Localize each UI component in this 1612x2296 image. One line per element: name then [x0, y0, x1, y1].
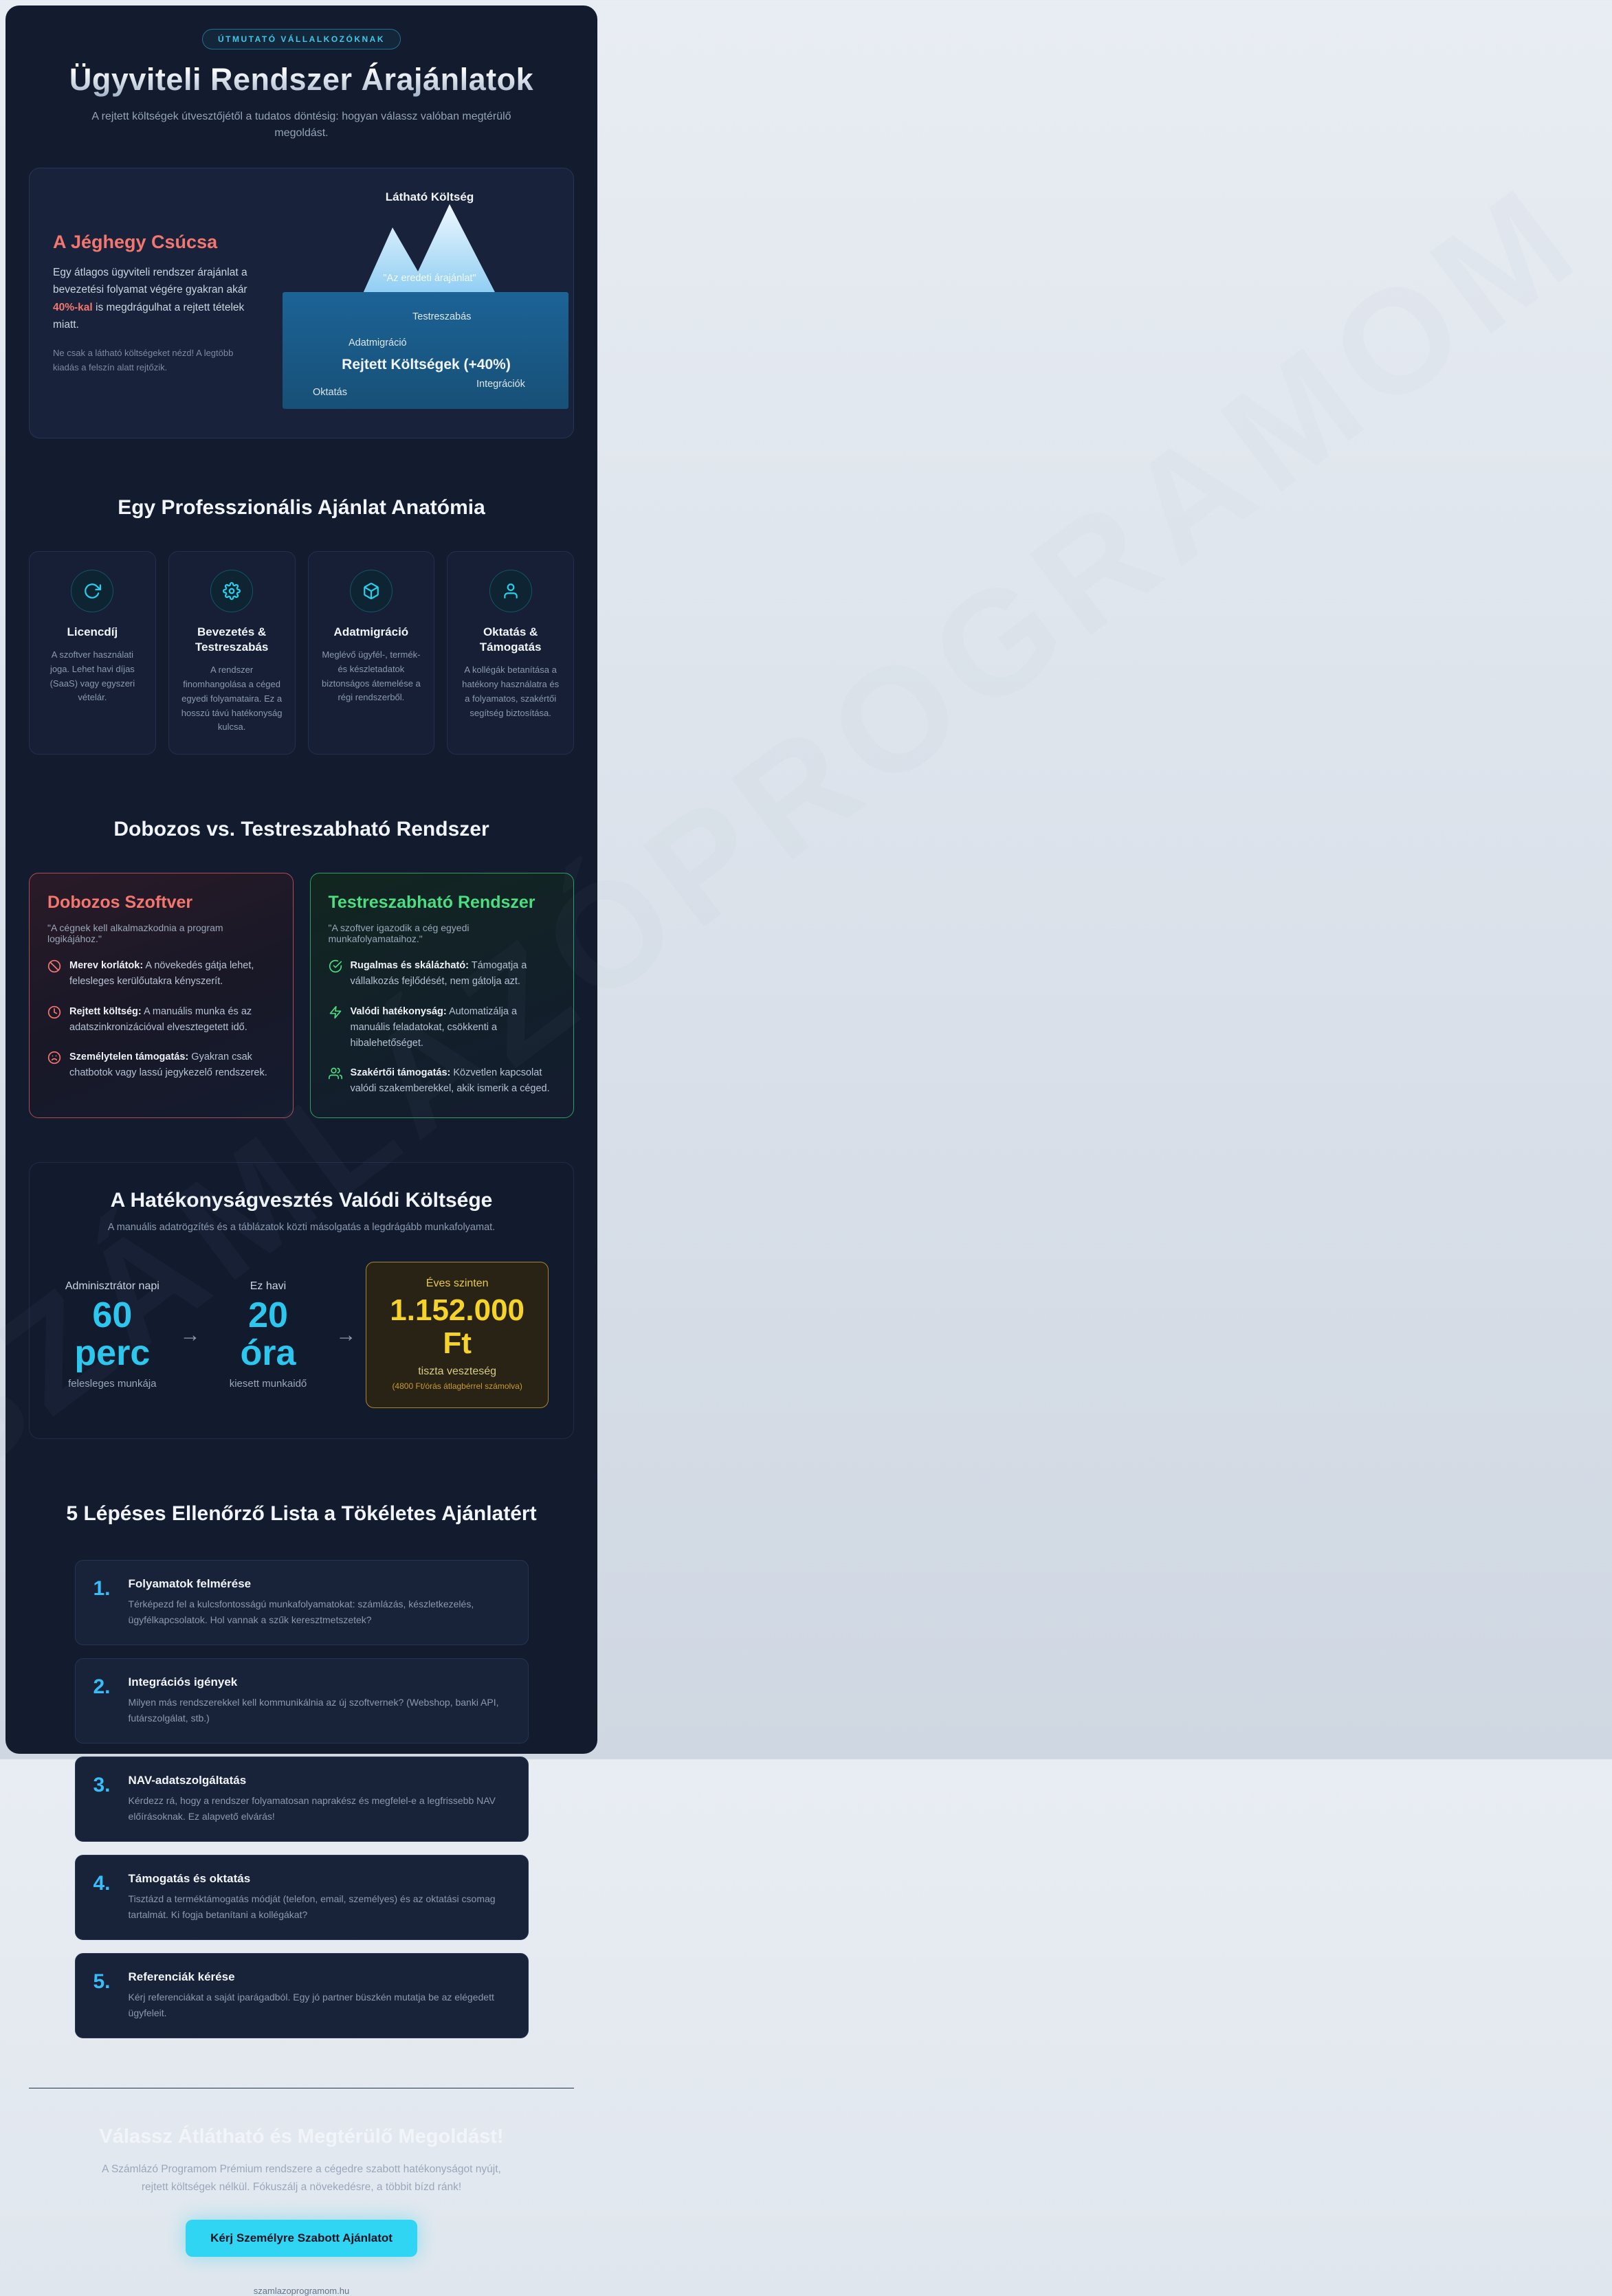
site-link[interactable]: szamlazoprogramom.hu: [253, 2285, 350, 2296]
license-refresh-icon: [71, 570, 113, 612]
arrow-right-icon: →: [335, 1323, 357, 1346]
infographic-panel: [5, 5, 597, 2296]
iceberg-text-column: [53, 232, 254, 375]
custom-system-title: Testreszabható Rendszer: [328, 893, 536, 913]
checklist-title: Folyamatok felmérése: [128, 1576, 252, 1590]
checklist-content: [129, 1970, 510, 2021]
anatomy-card-license: [29, 551, 156, 755]
users-icon: [329, 1067, 342, 1084]
checklist-item-1: [75, 1560, 529, 1645]
item-label: Rugalmas és skálázható:: [350, 960, 469, 972]
checklist-number: 5.: [93, 1970, 111, 1994]
anatomy-heading: Egy Professzionális Ajánlat Anatómia: [118, 496, 485, 519]
checklist-item-4: [75, 1855, 529, 1940]
stat-label-bottom: kiesett munkaidő: [229, 1377, 307, 1390]
stat-monthly: [210, 1280, 327, 1389]
checklist-content: [129, 1872, 510, 1923]
anatomy-card-title: Adatmigráció: [333, 625, 409, 638]
request-quote-button[interactable]: Kérj Személyre Szabott Ajánlatot: [186, 2220, 417, 2257]
anatomy-card-desc: A kollégák betanítása a hatékony használatra és a folyamatos, szakértői segítség biztosítása.: [462, 665, 560, 718]
anatomy-card-title: Bevezetés & Testreszabás: [195, 625, 269, 654]
stat-label-bottom: felesleges munkája: [68, 1377, 157, 1390]
check-circle-icon: [329, 959, 342, 977]
list-item: [47, 1049, 275, 1081]
water-label-integrations: Integrációk: [476, 379, 525, 390]
annual-amount: 1.152.000 Ft: [390, 1293, 525, 1360]
iceberg-paragraph-pre: Egy átlagos ügyviteli rendszer árajánlat a bevezetési folyamat végére gyakran akár: [53, 266, 247, 296]
cost-section: [29, 1162, 574, 1438]
iceberg-heading: A Jéghegy Csúcsa: [53, 231, 218, 252]
cost-subtitle: A manuális adatrögzítés és a táblázatok közti másolgatás a legdrágább munkafolyamat.: [107, 1222, 496, 1234]
stat-daily: [54, 1280, 170, 1389]
item-label: Szakértői támogatás:: [350, 1067, 451, 1079]
list-item-text: [351, 1065, 556, 1097]
water-label-customization: Testreszabás: [412, 311, 472, 322]
gear-icon: [210, 570, 253, 612]
annual-loss-label: tiszta veszteség: [418, 1365, 497, 1377]
list-item: [329, 1065, 556, 1097]
user-icon: [489, 570, 532, 612]
item-label: Valódi hatékonyság:: [350, 1005, 447, 1017]
anatomy-card-training: [447, 551, 574, 755]
checklist: [75, 1560, 529, 2039]
iceberg-paragraph-post: is megdrágulhat a rejtett tételek miatt.: [53, 301, 245, 331]
annual-label: Éves szinten: [426, 1278, 489, 1290]
custom-system-card: [310, 873, 575, 1118]
compare-heading: Dobozos vs. Testreszabható Rendszer: [113, 818, 489, 841]
stat-label-top: Ez havi: [250, 1280, 287, 1293]
anatomy-card-data-migration: [308, 551, 435, 755]
frown-icon: [47, 1051, 61, 1068]
list-item-text: [351, 958, 556, 990]
header: [29, 29, 574, 142]
hidden-costs-label: Rejtett Költségek (+40%): [342, 357, 511, 372]
list-item-text: [69, 958, 275, 990]
lightning-icon: [329, 1005, 342, 1023]
iceberg-paragraph: [53, 264, 254, 334]
checklist-content: [129, 1577, 510, 1628]
checklist-item-2: [75, 1658, 529, 1743]
ban-icon: [47, 959, 61, 977]
list-item-text: [351, 1004, 556, 1052]
list-item-text: [69, 1049, 275, 1081]
stat-value: 20 óra: [240, 1295, 296, 1373]
item-label: Személytelen támogatás:: [69, 1051, 189, 1062]
page-subtitle: A rejtett költségek útvesztőjétől a tudatos döntésig: hogyan válassz valóban megtérülő megoldást.: [91, 111, 511, 139]
checklist-item-5: [75, 1953, 529, 2038]
water-label-training: Oktatás: [313, 387, 347, 398]
page-title: Ügyviteli Rendszer Árajánlatok: [29, 62, 574, 98]
anatomy-card-desc: A szoftver használati joga. Lehet havi díjas (SaaS) vagy egyszeri vételár.: [49, 649, 135, 703]
water-label-data-migration: Adatmigráció: [349, 337, 407, 348]
checklist-desc: Tisztázd a terméktámogatás módját (telefon, email, személyes) és az oktatási csomag tartalmát. Ki fogja betanítani a kollégákat?: [128, 1893, 496, 1921]
list-item: [329, 958, 556, 990]
anatomy-cards: [29, 551, 574, 755]
checklist-title: Integrációs igények: [128, 1675, 238, 1688]
checklist-desc: Kérdezz rá, hogy a rendszer folyamatosan naprakész és megfelel-e a legfrissebb NAV előírásoknak. Ez alapvető elvárás!: [128, 1794, 496, 1822]
anatomy-card-implementation: [168, 551, 296, 755]
boxed-software-title: Dobozos Szoftver: [47, 893, 193, 913]
iceberg-diagram: [272, 189, 579, 417]
list-item: [47, 1004, 275, 1036]
list-item-text: [69, 1004, 275, 1036]
checklist-number: 2.: [93, 1675, 111, 1698]
checklist-number: 4.: [93, 1872, 111, 1895]
checklist-number: 1.: [93, 1576, 111, 1600]
list-item: [329, 1004, 556, 1052]
anatomy-card-desc: A rendszer finomhangolása a céged egyedi folyamataira. Ez a hosszú távú hatékonyság kulcsa.: [181, 665, 283, 733]
checklist-desc: Térképezd fel a kulcsfontosságú munkafolyamatokat: számlázás, készletkezelés, ügyfélkapcsolatok. Hol vannak a szűk keresztmetszetek?: [128, 1598, 474, 1625]
arrow-right-icon: →: [179, 1323, 201, 1346]
stat-value: 60 perc: [74, 1295, 151, 1373]
cube-icon: [350, 570, 393, 612]
annual-loss-box: [366, 1262, 549, 1407]
checklist-content: [129, 1774, 510, 1825]
item-body: A manuális munka és az adatszinkronizációval elvesztegetett idő.: [69, 1005, 252, 1033]
audience-badge: ÚTMUTATÓ VÁLLALKOZÓKNAK: [202, 29, 401, 49]
item-body: Gyakran csak chatbotok vagy lassú jegykezelő rendszerek.: [69, 1051, 267, 1079]
checklist-number: 3.: [93, 1773, 111, 1796]
annual-loss-note: (4800 Ft/órás átlagbérrel számolva): [392, 1381, 522, 1391]
checklist-item-3: [75, 1757, 529, 1842]
visible-cost-label: Látható Költség: [385, 190, 474, 203]
item-label: Merev korlátok:: [69, 960, 144, 972]
iceberg-graphic: [272, 189, 579, 417]
iceberg-note: Ne csak a látható költségeket nézd! A legtöbb kiadás a felszín alatt rejtőzik.: [53, 347, 234, 372]
stat-label-top: Adminisztrátor napi: [65, 1280, 159, 1293]
checklist-heading: 5 Lépéses Ellenőrző Lista a Tökéletes Ajánlatért: [66, 1502, 537, 1525]
checklist-content: [129, 1675, 510, 1726]
checklist-desc: Milyen más rendszerekkel kell kommunikálnia az új szoftvernek? (Webshop, banki API, futárszolgálat, stb.): [128, 1696, 499, 1724]
checklist-title: NAV-adatszolgáltatás: [128, 1773, 247, 1787]
anatomy-card-title: Licencdíj: [67, 625, 118, 638]
iceberg-paragraph-highlight: 40%-kal: [53, 301, 93, 313]
boxed-software-card: [29, 873, 294, 1118]
custom-system-quote: "A szoftver igazodik a cég egyedi munkafolyamataihoz.": [328, 922, 470, 945]
item-body: Támogatja a vállalkozás fejlődését, nem gátolja azt.: [350, 960, 527, 988]
item-body: A növekedés gátja lehet, felesleges kerülőutakra kényszerít.: [69, 960, 254, 988]
checklist-title: Referenciák kérése: [128, 1970, 235, 1984]
checklist-title: Támogatás és oktatás: [128, 1872, 251, 1886]
list-item: [47, 958, 275, 990]
clock-icon: [47, 1005, 61, 1023]
compare-cards: [29, 873, 574, 1118]
original-quote-label: "Az eredeti árajánlat": [383, 273, 476, 284]
item-body: Közvetlen kapcsolat valódi szakemberekkel, akik ismerik a céged.: [350, 1067, 550, 1095]
cost-stats-row: [54, 1262, 549, 1407]
anatomy-card-title: Oktatás & Támogatás: [479, 625, 542, 654]
cost-heading: A Hatékonyságvesztés Valódi Költsége: [110, 1189, 493, 1212]
anatomy-card-desc: Meglévő ügyfél-, termék- és készletadatok biztonságos átemelése a régi rendszerből.: [321, 649, 421, 703]
footer-heading: Válassz Átlátható és Megtérülő Megoldást!: [99, 2126, 504, 2148]
checklist-desc: Kérj referenciákat a saját iparágadból. Egy jó partner büszkén mutatja be az elégedett ügyfeleit.: [128, 1992, 494, 2019]
footer: [29, 2126, 574, 2295]
footer-text: A Számlázó Programom Prémium rendszere a cégedre szabott hatékonyságot nyújt, rejtett költségek nélkül. Fókuszálj a növekedésre, a többit bízd ránk!: [102, 2163, 501, 2194]
iceberg-section: [29, 168, 574, 438]
item-label: Rejtett költség:: [69, 1005, 142, 1017]
boxed-software-quote: "A cégnek kell alkalmazkodnia a program logikájához.": [47, 922, 223, 945]
item-body: Automatizálja a manuális feladatokat, csökkenti a hibalehetőséget.: [350, 1005, 518, 1049]
